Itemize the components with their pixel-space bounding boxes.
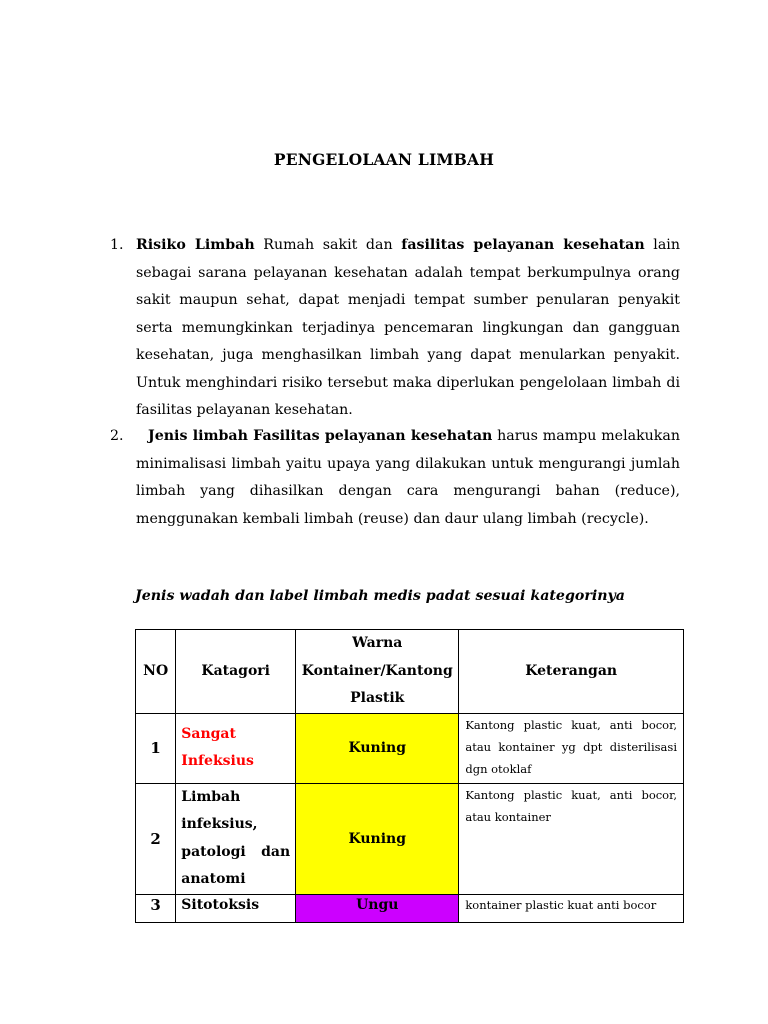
header-katagori: Katagori xyxy=(176,630,296,714)
table-row xyxy=(136,713,684,783)
list-item-1 xyxy=(110,232,680,425)
page-title: PENGELOLAAN LIMBAH xyxy=(273,150,495,169)
cell-keterangan: Kantong plastic kuat, anti bocor, atau kontainer yg dpt disterilisasi dgn otoklaf xyxy=(459,713,684,783)
cell-no: 2 xyxy=(136,783,176,894)
bold-term: Risiko Limbah xyxy=(136,237,255,253)
header-no: NO xyxy=(136,630,176,714)
cell-keterangan: kontainer plastic kuat anti bocor xyxy=(459,894,684,922)
list-item-body xyxy=(136,232,680,425)
cell-keterangan: Kantong plastic kuat, anti bocor, atau kontainer xyxy=(459,783,684,894)
header-warna: Warna Kontainer/Kantong Plastik xyxy=(296,630,459,714)
list-item-2 xyxy=(110,423,680,533)
cell-no: 3 xyxy=(136,894,176,922)
cell-warna: Kuning xyxy=(296,783,459,894)
table-row xyxy=(136,783,684,894)
bold-term: fasilitas pelayanan kesehatan xyxy=(401,237,645,253)
cell-warna: Ungu xyxy=(296,894,459,922)
list-number: 1. xyxy=(110,237,124,253)
bold-term: Jenis limbah Fasilitas pelayanan kesehatan xyxy=(148,428,493,444)
text-run: harus mampu melakukan minimalisasi limbah yaitu upaya yang dilakukan untuk mengurangi jumlah limbah yang dihasilkan dengan cara mengurangi bahan (reduce), menggunakan kembali limbah (reuse) dan daur ulang limbah (recycle). xyxy=(136,428,680,527)
cell-kategori: Sitotoksis xyxy=(176,894,296,922)
cell-warna: Kuning xyxy=(296,713,459,783)
text-run: lain sebagai sarana pelayanan kesehatan adalah tempat berkumpulnya orang sakit maupun sehat, dapat menjadi tempat sumber penularan penyakit serta memungkinkan terjadinya pencemaran lingkungan dan gangguan kesehatan, juga menghasilkan limbah yang dapat menularkan penyakit. Untuk menghindari risiko tersebut maka diperlukan pengelolaan limbah di fasilitas pelayanan kesehatan. xyxy=(136,237,680,418)
text-run: Rumah sakit dan xyxy=(254,237,402,253)
list-item-body xyxy=(136,423,680,533)
cell-kategori: Sangat Infeksius xyxy=(176,713,296,783)
cell-kategori: Limbah infeksius, patologi dan anatomi xyxy=(176,783,296,894)
header-keterangan: Keterangan xyxy=(459,630,684,714)
table-row xyxy=(136,894,684,922)
table-caption: Jenis wadah dan label limbah medis padat sesuai kategorinya xyxy=(135,588,625,604)
waste-container-table xyxy=(135,629,684,923)
cell-no: 1 xyxy=(136,713,176,783)
table-header-row xyxy=(136,630,684,714)
list-number: 2. xyxy=(110,428,124,444)
